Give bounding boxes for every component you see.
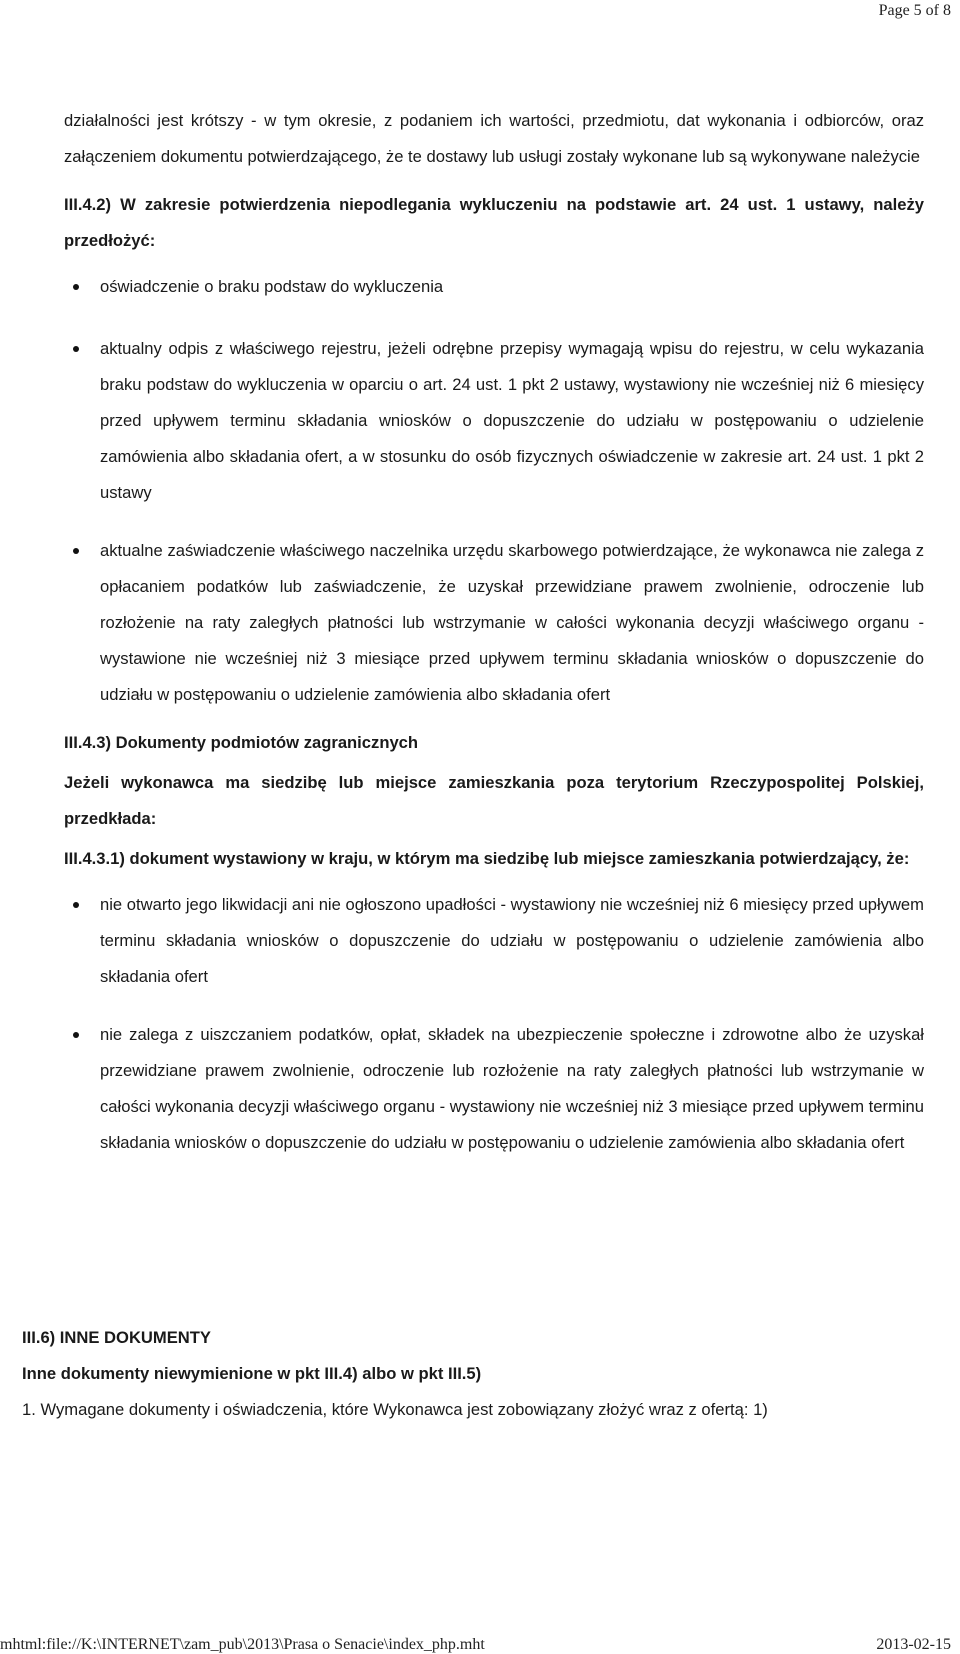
list-item: oświadczenie o braku podstaw do wykluczenia bbox=[64, 269, 924, 305]
requirements-list-iii-4-3-1 bbox=[64, 887, 924, 1161]
section-heading-iii-4-2: III.4.2) W zakresie potwierdzenia niepodlegania wykluczeniu na podstawie art. 24 ust. 1 ustawy, należy przedłożyć: bbox=[64, 195, 924, 250]
section-heading-iii-4-3: III.4.3) Dokumenty podmiotów zagranicznych bbox=[64, 733, 419, 752]
list-item: aktualny odpis z właściwego rejestru, jeżeli odrębne przepisy wymagają wpisu do rejestru, w celu wykazania braku podstaw do wykluczenia w oparciu o art. 24 ust. 1 pkt 2 ustawy, wystawiony nie wcześniej niż 6 miesięcy przed upływem terminu składania wniosków o dopuszczenie do udziału w postępowaniu o udzielenie zamówienia albo składania ofert, a w stosunku do osób fizycznych oświadczenie w zakresie art. 24 ust. 1 pkt 2 ustawy bbox=[64, 331, 924, 511]
document-body bbox=[64, 103, 924, 1161]
print-date: 2013-02-15 bbox=[876, 1636, 951, 1653]
other-documents-section bbox=[22, 1320, 922, 1428]
requirements-list-iii-4-2 bbox=[64, 269, 924, 713]
section-heading-iii-6: III.6) INNE DOKUMENTY bbox=[22, 1328, 211, 1347]
page-number: Page 5 of 8 bbox=[878, 2, 951, 19]
list-item: nie zalega z uiszczaniem podatków, opłat, składek na ubezpieczenie społeczne i zdrowotne albo że uzyskał przewidziane prawem zwolnienie, odroczenie lub rozłożenie na raty zaległych płatności lub wstrzymanie w całości wykonania decyzji właściwego organu - wystawiony nie wcześniej niż 3 miesiące przed upływem terminu składania wniosków o dopuszczenie do udziału w postępowaniu o udzielenie zamówienia albo składania ofert bbox=[64, 1017, 924, 1161]
intro-paragraph: działalności jest krótszy - w tym okresie, z podaniem ich wartości, przedmiotu, dat wykonania i odbiorców, oraz załączeniem dokumentu potwierdzającego, że te dostawy lub usługi zostały wykonane lub są wykonywane należycie bbox=[64, 111, 924, 166]
list-item: aktualne zaświadczenie właściwego naczelnika urzędu skarbowego potwierdzające, że wykonawca nie zalega z opłacaniem podatków lub zaświadczenie, że uzyskał przewidziane prawem zwolnienie, odroczenie lub rozłożenie na raty zaległych płatności lub wstrzymanie w całości wykonania decyzji właściwego organu - wystawione nie wcześniej niż 3 miesiące przed upływem terminu składania wniosków o dopuszczenie do udziału w postępowaniu o udzielenie zamówienia albo składania ofert bbox=[64, 533, 924, 713]
section-paragraph-iii-6: 1. Wymagane dokumenty i oświadczenia, które Wykonawca jest zobowiązany złożyć wraz z ofertą: 1) bbox=[22, 1400, 768, 1419]
section-heading-iii-4-3-1: III.4.3.1) dokument wystawiony w kraju, w którym ma siedzibę lub miejsce zamieszkania potwierdzający, że: bbox=[64, 849, 910, 868]
section-subheading-iii-6: Inne dokumenty niewymienione w pkt III.4) albo w pkt III.5) bbox=[22, 1364, 482, 1383]
source-path: mhtml:file://K:\INTERNET\zam_pub\2013\Prasa o Senacie\index_php.mht bbox=[0, 1636, 485, 1653]
list-item: nie otwarto jego likwidacji ani nie ogłoszono upadłości - wystawiony nie wcześniej niż 6 miesięcy przed upływem terminu składania wniosków o dopuszczenie do udziału w postępowaniu o udzielenie zamówienia albo składania ofert bbox=[64, 887, 924, 995]
section-subheading-iii-4-3: Jeżeli wykonawca ma siedzibę lub miejsce zamieszkania poza terytorium Rzeczypospolitej Polskiej, przedkłada: bbox=[64, 773, 924, 828]
